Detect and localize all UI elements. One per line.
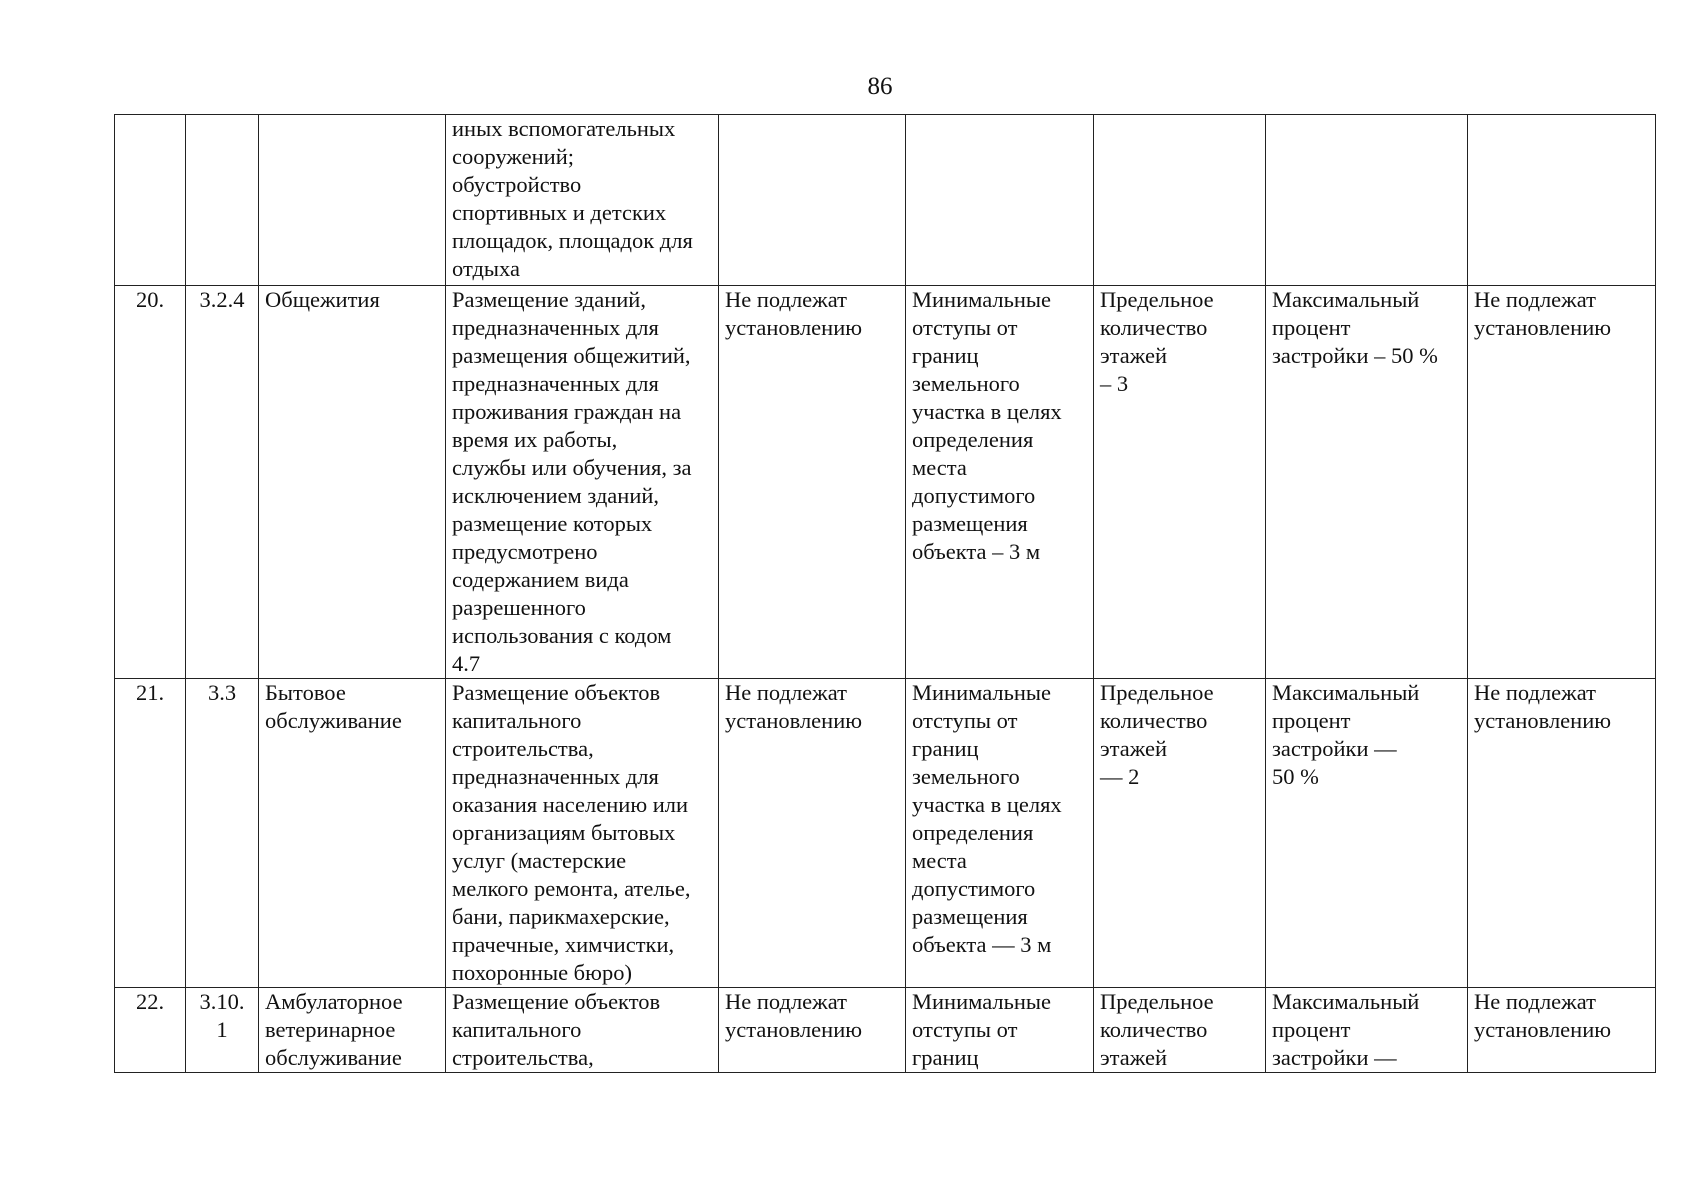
use-description-cell [446, 988, 719, 1073]
plot-size-cell: Не подлежат установлению [719, 679, 906, 988]
zoning-regulations-table [114, 114, 1656, 1073]
coverage-cell [1266, 115, 1468, 286]
use-code-cell [186, 115, 259, 286]
page-number: 86 [867, 73, 893, 100]
use-code-cell: 3.3 [186, 679, 259, 988]
floors-cell [1094, 115, 1266, 286]
table-row [115, 286, 1656, 679]
setback-cell [906, 115, 1094, 286]
row-number-cell: 21. [115, 679, 186, 988]
other-params-cell: Не подлежат установлению [1468, 286, 1656, 679]
row-number-cell: 20. [115, 286, 186, 679]
floors-text: Предельное количество этажей [1100, 989, 1214, 1070]
setback-cell: Минимальные отступы от границ земельного участка в целях определения места допустимого размещения объекта — 3 м [906, 679, 1094, 988]
use-code-text: 3.10. 1 [199, 989, 245, 1042]
use-name-text: Амбулаторное ветеринарное обслуживание [265, 989, 403, 1070]
coverage-cell [1266, 988, 1468, 1073]
floors-cell: Предельное количество этажей — 2 [1094, 679, 1266, 988]
table-row [115, 115, 1656, 286]
use-description-cell: Размещение зданий, предназначенных для размещения общежитий, предназначенных для проживания граждан на время их работы, службы или обучения, за исключением зданий, размещение которых предусмотрено содержанием вида разрешенного использования с кодом 4.7 [446, 286, 719, 679]
setback-cell [906, 988, 1094, 1073]
use-code-cell: 3.2.4 [186, 286, 259, 679]
other-params-cell: Не подлежат установлению [1468, 679, 1656, 988]
other-params-text: Не подлежат установлению [1474, 989, 1612, 1042]
setback-cell: Минимальные отступы от границ земельного участка в целях определения места допустимого размещения объекта – 3 м [906, 286, 1094, 679]
row-number-text: 22. [135, 989, 165, 1014]
coverage-cell: Максимальный процент застройки – 50 % [1266, 286, 1468, 679]
use-description-cell: Размещение объектов капитального строительства, предназначенных для оказания населению или организациям бытовых услуг (мастерские мелкого ремонта, ателье, бани, парикмахерские, прачечные, химчистки, похоронные бюро) [446, 679, 719, 988]
table-row [115, 679, 1656, 988]
setback-text: Минимальные отступы от границ [912, 989, 1052, 1070]
floors-cell: Предельное количество этажей – 3 [1094, 286, 1266, 679]
use-name-cell: Бытовое обслуживание [259, 679, 446, 988]
use-code-cell [186, 988, 259, 1073]
use-name-cell: Общежития [259, 286, 446, 679]
plot-size-cell [719, 115, 906, 286]
use-description-text: Размещение объектов капитального строительства, [452, 989, 661, 1070]
floors-cell [1094, 988, 1266, 1073]
other-params-cell [1468, 988, 1656, 1073]
row-number-cell [115, 115, 186, 286]
other-params-cell [1468, 115, 1656, 286]
plot-size-cell: Не подлежат установлению [719, 286, 906, 679]
row-number-cell [115, 988, 186, 1073]
use-description-cell: иных вспомогательных сооружений; обустройство спортивных и детских площадок, площадок для отдыха [446, 115, 719, 286]
use-name-cell [259, 115, 446, 286]
plot-size-cell [719, 988, 906, 1073]
coverage-cell: Максимальный процент застройки — 50 % [1266, 679, 1468, 988]
coverage-text: Максимальный процент застройки — [1272, 989, 1420, 1070]
plot-size-text: Не подлежат установлению [725, 989, 863, 1042]
table-row [115, 988, 1656, 1073]
use-name-cell [259, 988, 446, 1073]
